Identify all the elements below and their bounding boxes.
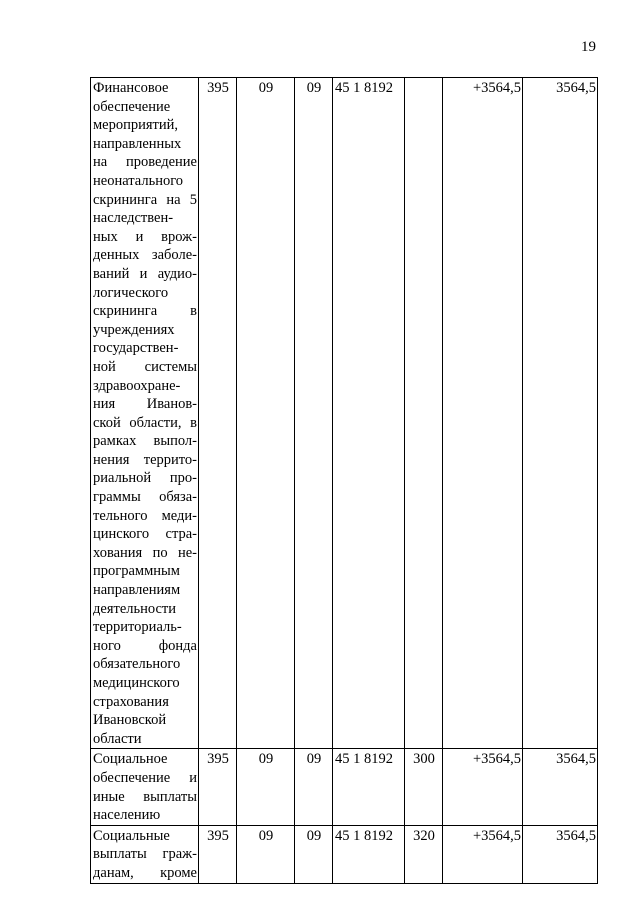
budget-table: [90, 77, 598, 884]
item-name-cell: Финансовое обеспечение мероприятий, направленных на проведение неонатального скрининга на 5 наследствен- ных и врож- денных заболе- ваний и аудио- логического скрининга в учреждениях государствен- ной системы здравоохране- ния Иванов- ской области, в рамках выпол- нения террито- риальной про- граммы обяза- тельного меди- цинского стра- хования по не- программным направлениям деятельности территориаль- ного фонда обязательного медицинского страхования Ивановской области: [91, 78, 199, 749]
change-amount-cell: +3564,5: [443, 825, 523, 883]
section-code-cell: 09: [237, 78, 295, 749]
change-amount-cell: +3564,5: [443, 78, 523, 749]
section-code-cell: 09: [237, 749, 295, 825]
expense-type-cell: [405, 78, 443, 749]
admin-code-cell: 395: [199, 825, 237, 883]
page-number: 19: [581, 39, 596, 55]
subsection-code-cell: 09: [295, 749, 333, 825]
section-code-cell: 09: [237, 825, 295, 883]
total-amount-cell: 3564,5: [523, 78, 598, 749]
admin-code-cell: 395: [199, 78, 237, 749]
item-name-cell: Социальные выплаты граж- данам, кроме: [91, 825, 199, 883]
subsection-code-cell: 09: [295, 78, 333, 749]
total-amount-cell: 3564,5: [523, 749, 598, 825]
expense-type-cell: 320: [405, 825, 443, 883]
admin-code-cell: 395: [199, 749, 237, 825]
target-article-cell: 45 1 8192: [333, 749, 405, 825]
table-row: [91, 78, 598, 749]
change-amount-cell: +3564,5: [443, 749, 523, 825]
table-row: [91, 825, 598, 883]
target-article-cell: 45 1 8192: [333, 825, 405, 883]
item-name-cell: Социальное обеспечение и иные выплаты населению: [91, 749, 199, 825]
total-amount-cell: 3564,5: [523, 825, 598, 883]
expense-type-cell: 300: [405, 749, 443, 825]
target-article-cell: 45 1 8192: [333, 78, 405, 749]
table-row: [91, 749, 598, 825]
subsection-code-cell: 09: [295, 825, 333, 883]
